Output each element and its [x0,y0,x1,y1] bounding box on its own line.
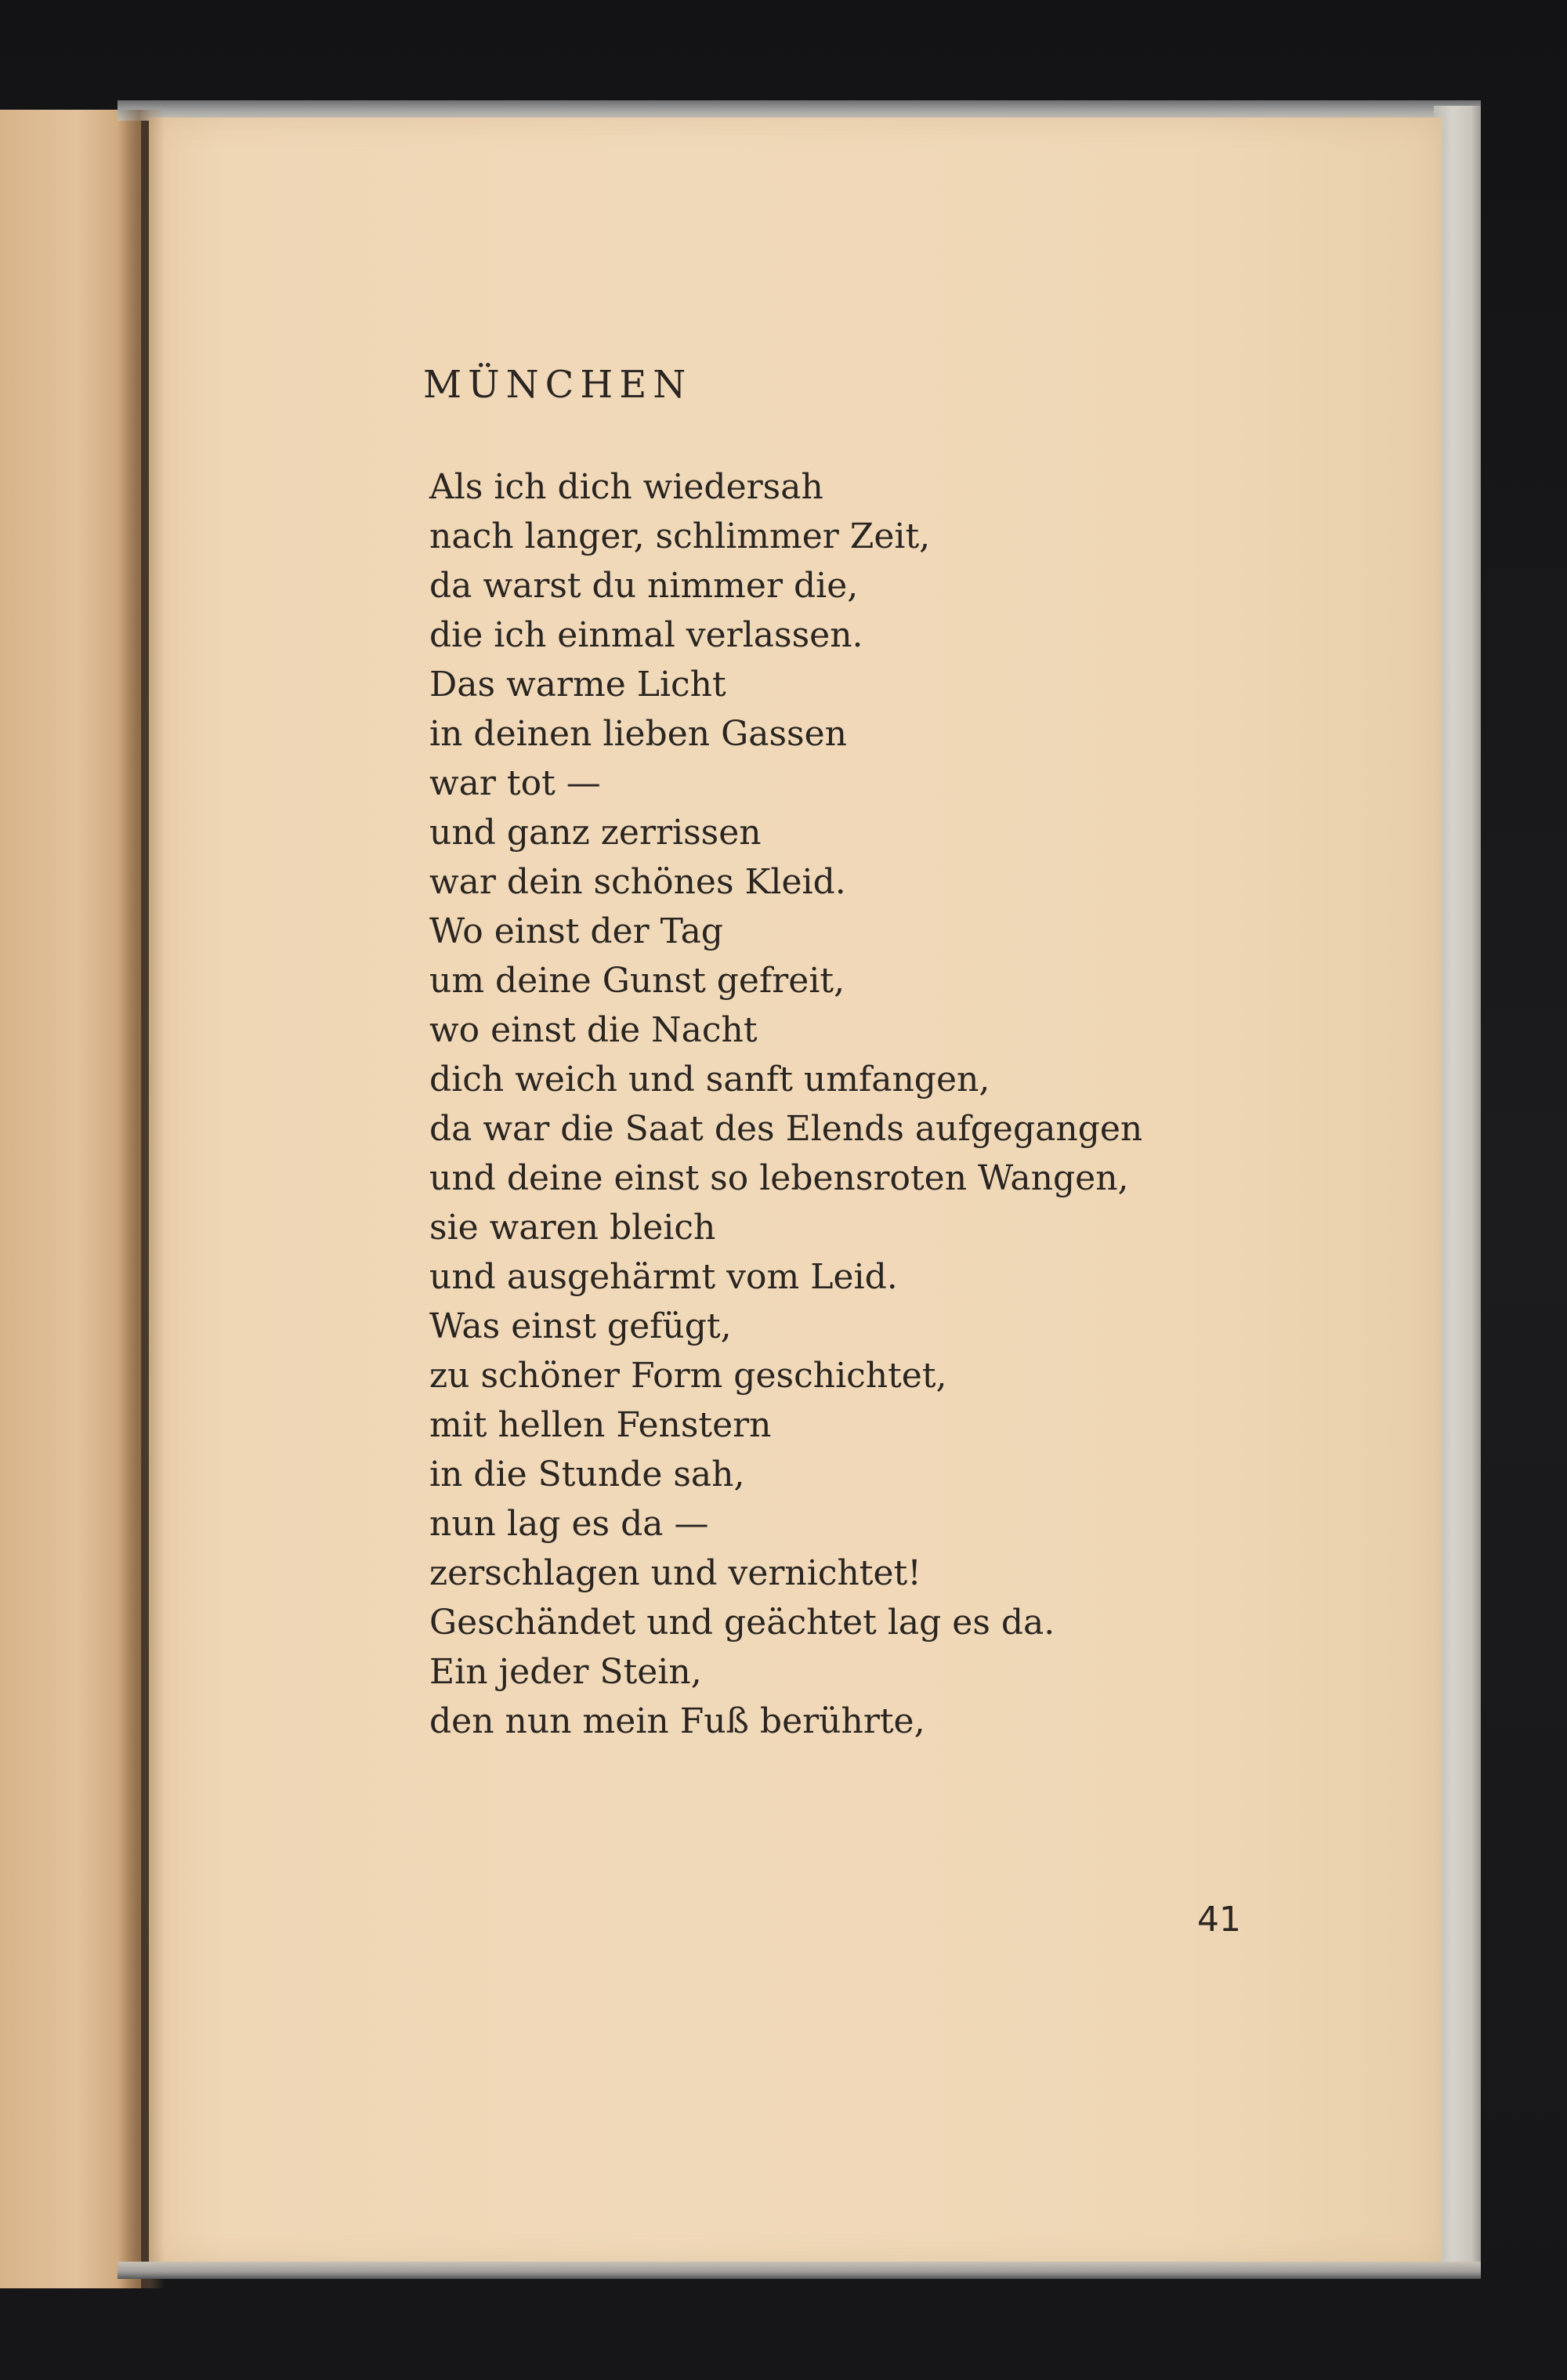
poem-body [429,462,1142,1746]
poem-line: wo einst die Nacht [429,1010,758,1050]
poem-line: Geschändet und geächtet lag es da. [429,1603,1055,1643]
poem-line: da war die Saat des Elends aufgegangen [429,1109,1143,1149]
poem-line: und ganz zerrissen [429,813,762,853]
poem-line: nun lag es da — [429,1504,709,1544]
poem-title: MÜNCHEN [423,363,693,407]
poem-line: und ausgehärmt vom Leid. [429,1257,898,1297]
poem-line: dich weich und sanft umfangen, [429,1060,990,1099]
poem-line: sie waren bleich [429,1208,716,1248]
poem-line: mit hellen Fenstern [429,1405,772,1445]
poem-line: zu schöner Form geschichtet, [429,1356,947,1396]
poem-line: um deine Gunst gefreit, [429,961,845,1001]
poem-line: in die Stunde sah, [429,1454,745,1494]
page-number: 41 [1197,1900,1241,1940]
poem-line: Als ich dich wiedersah [429,467,823,507]
poem-line: da warst du nimmer die, [429,566,859,606]
poem-line: Ein jeder Stein, [429,1652,702,1692]
poem-line: Wo einst der Tag [429,911,723,951]
poem-line: zerschlagen und vernichtet! [429,1553,921,1593]
poem-line: Was einst gefügt, [429,1306,732,1346]
poem-line: und deine einst so lebensroten Wangen, [429,1158,1129,1198]
book-bottom-edge [118,2262,1481,2279]
poem-line: Das warme Licht [429,665,726,705]
poem-line: in deinen lieben Gassen [429,714,848,754]
poem-line: den nun mein Fuß berührte, [429,1701,925,1741]
poem-line: die ich einmal verlassen. [429,615,863,655]
poem-line: war tot — [429,763,601,803]
book-gutter [118,110,165,2288]
poem-line: nach langer, schlimmer Zeit, [429,516,931,556]
poem-line: war dein schönes Kleid. [429,862,846,902]
